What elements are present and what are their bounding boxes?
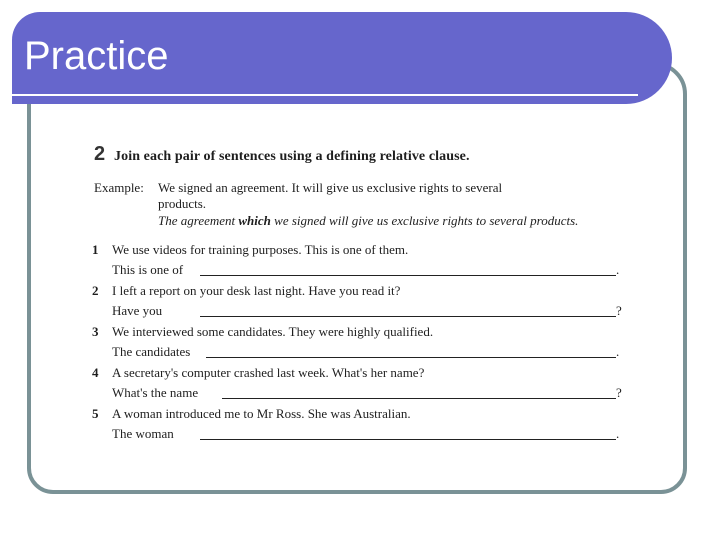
example-line-2: products. [158, 196, 207, 211]
exercise-scan [90, 140, 630, 445]
item-number: 1 [92, 242, 99, 257]
exercise-instruction: Join each pair of sentences using a defining relative clause. [114, 149, 470, 164]
slide-title: Practice [24, 34, 169, 78]
item-end-mark: ? [616, 303, 622, 318]
item-prompt: What's the name [112, 385, 199, 400]
item-prompt: Have you [112, 303, 163, 318]
item-prompt: The woman [112, 426, 174, 441]
item-number: 2 [92, 283, 99, 298]
item-sentences: A secretary's computer crashed last week. What's her name? [112, 365, 425, 380]
item-end-mark: ? [616, 385, 622, 400]
answer-blank[interactable] [206, 357, 616, 358]
exercise-item [90, 406, 630, 446]
exercise-item [90, 324, 630, 364]
item-end-mark: . [616, 344, 620, 359]
answer-blank[interactable] [200, 316, 616, 317]
item-number: 3 [92, 324, 99, 339]
answer-blank[interactable] [200, 275, 616, 276]
example-answer-start: The agreement [158, 213, 239, 228]
exercise-item [90, 283, 630, 323]
example-label: Example: [94, 180, 144, 195]
exercise-item [90, 365, 630, 405]
item-sentences: I left a report on your desk last night. Have you read it? [112, 283, 401, 298]
item-number: 4 [92, 365, 99, 380]
title-underline [12, 94, 638, 96]
item-sentences: We interviewed some candidates. They were highly qualified. [112, 324, 434, 339]
item-end-mark: . [616, 426, 620, 441]
item-sentences: A woman introduced me to Mr Ross. She was Australian. [112, 406, 411, 421]
answer-blank[interactable] [200, 439, 616, 440]
example-answer-end: we signed will give us exclusive rights to several products. [270, 213, 579, 228]
item-prompt: This is one of [112, 262, 184, 277]
answer-blank[interactable] [222, 398, 616, 399]
example-answer-keyword: which [238, 213, 271, 228]
exercise-item [90, 242, 630, 282]
example-line-1: We signed an agreement. It will give us exclusive rights to several [158, 180, 503, 195]
exercise-number: 2 [94, 143, 106, 165]
item-sentences: We use videos for training purposes. This is one of them. [112, 242, 409, 257]
example-answer [158, 213, 578, 229]
item-number: 5 [92, 406, 99, 421]
item-prompt: The candidates [112, 344, 191, 359]
item-end-mark: . [616, 262, 620, 277]
